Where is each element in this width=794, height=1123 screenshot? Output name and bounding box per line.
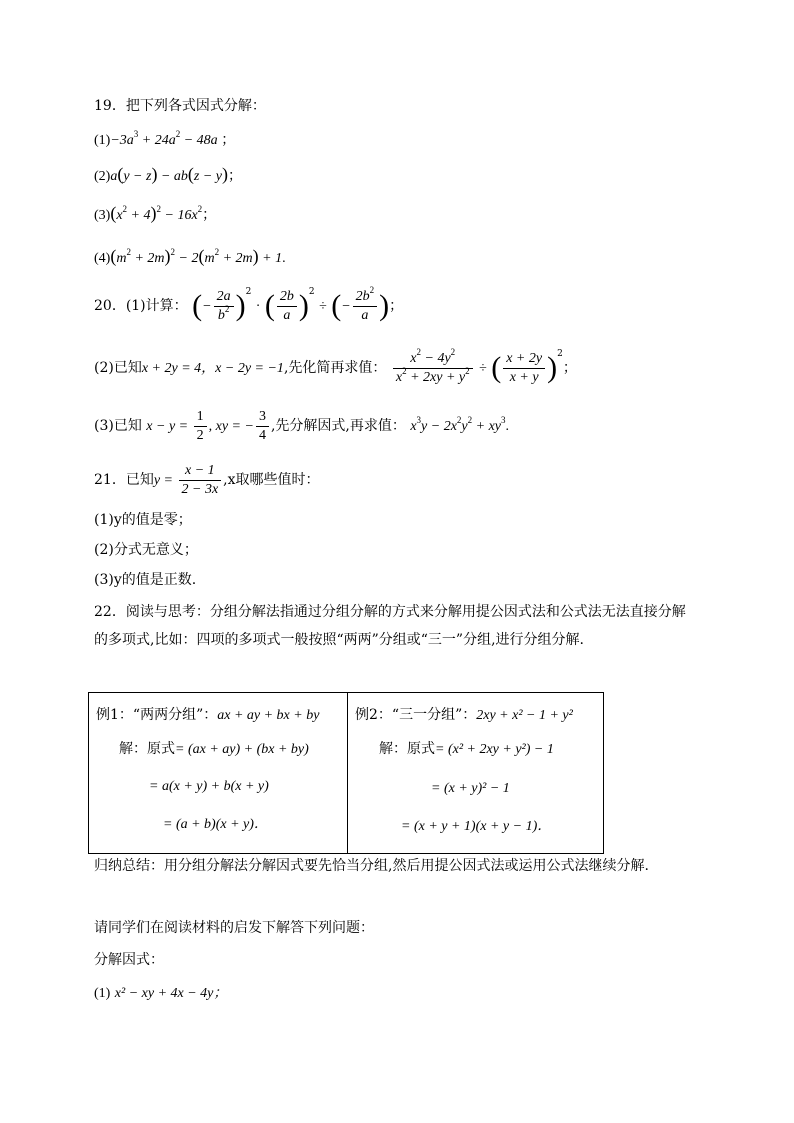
example-1-step-1-expr: = (ax + ay) + (bx + by) bbox=[175, 742, 309, 757]
example-1-step-1-label: 解：原式 bbox=[119, 741, 175, 757]
example-1-label: 例1：“两两分组”： bbox=[96, 707, 218, 723]
q22-task-1-expr: x² − xy + 4x − 4y； bbox=[114, 986, 228, 1001]
q21-item-1: (1)y的值是零； bbox=[94, 512, 192, 528]
q22-task-1-number: (1) bbox=[94, 986, 111, 1001]
q21-expr: y = $\frac{x - 1}{2 - 3x}$ bbox=[154, 473, 223, 488]
q19-item-4 bbox=[94, 246, 286, 269]
q22-prompt: 请同学们在阅读材料的启发下解答下列问题： bbox=[94, 920, 374, 936]
q22-task-1 bbox=[94, 983, 227, 1004]
q21-heading-post: ,x取哪些值时： bbox=[223, 472, 320, 488]
q22-summary: 归纳总结：用分组分解法分解因式要先恰当分组,然后用提公因式法或运用公式法继续分解. bbox=[94, 858, 649, 874]
q19-item-4-number: (4) bbox=[94, 251, 111, 266]
q20-p2-label: (2)已知 bbox=[94, 360, 142, 376]
q20-p3-expr: $x^3y - 2x^2y^2 + xy^3$. bbox=[410, 415, 509, 434]
q20-p2-expr: $\frac{x^2 - 4y^2}{x^2 + 2xy + y^2}$ ÷ ( $\frac{x + 2y}{x + y}$ )$^2$； bbox=[391, 360, 577, 376]
example-2-label: 例2：“三一分组”： bbox=[355, 707, 477, 723]
example-2-expr: 2xy + x² − 1 + y² bbox=[476, 708, 573, 723]
q19-item-2 bbox=[94, 164, 242, 187]
q20-p2-given: x + 2y = 4，x − 2y = −1 bbox=[141, 361, 284, 376]
q22-task: 分解因式： bbox=[94, 952, 164, 968]
example-1-step-1 bbox=[119, 739, 309, 760]
example-2-step-1 bbox=[379, 739, 554, 760]
example-1-title bbox=[96, 705, 319, 726]
q20-p3-label: (3)已知 bbox=[94, 418, 142, 434]
example-2-title bbox=[355, 705, 573, 726]
q19-item-1-number: (1) bbox=[94, 133, 111, 148]
example-1-expr: ax + ay + bx + by bbox=[217, 708, 320, 723]
example-2-step-1-expr: = (x² + 2xy + y²) − 1 bbox=[435, 742, 554, 757]
q21-heading-pre: 21．已知 bbox=[94, 472, 154, 488]
example-divider bbox=[347, 693, 348, 853]
q19-item-2-expr: a(y − z) − ab(z − y)； bbox=[110, 164, 242, 184]
q19-item-2-number: (2) bbox=[94, 169, 111, 184]
q20-p1-expr: (− $\frac{2a}{b^2}$ )$^2$ · ( $\frac{2b}{a}$ )$^2$ ÷ (− $\frac{2b^2}{a}$ )； bbox=[192, 284, 404, 323]
q22-intro: 22．阅读与思考：分组分解法指通过分组分解的方式来分解用提公因式法和公式法无法直接分解的多项式,比如：四项的多项式一般按照“两两”分组或“三一”分组,进行分组分解. bbox=[94, 604, 686, 648]
example-1-step-3: = (a + b)(x + y)． bbox=[163, 817, 268, 832]
q19-item-3-expr: $(x^2 + 4)^2 - 16x^2$； bbox=[110, 203, 217, 223]
q19-item-3 bbox=[94, 203, 216, 226]
example-2-step-2: = (x + y)² − 1 bbox=[431, 781, 510, 796]
q20-p3-instruction: ,先分解因式,再求值： bbox=[270, 418, 406, 434]
q20-p2-instruction: ,先化简再求值： bbox=[283, 360, 387, 376]
q20-p3-given: x − y = $\frac{1}{2}$ , xy = − $\frac{3}{4}$ bbox=[146, 419, 271, 434]
q21-heading bbox=[94, 458, 320, 503]
example-2-step-3: = (x + y + 1)(x + y − 1)． bbox=[401, 819, 552, 834]
q19-item-1-expr: $-3a^3 + 24a^2 - 48a$ ； bbox=[110, 129, 236, 148]
example-1-step-2: = a(x + y) + b(x + y) bbox=[149, 779, 269, 794]
q20-part-2 bbox=[94, 346, 577, 391]
example-2-step-1-label: 解：原式 bbox=[379, 741, 435, 757]
q19-item-1 bbox=[94, 130, 235, 151]
q21-item-2: (2)分式无意义； bbox=[94, 542, 198, 558]
example-table bbox=[88, 692, 604, 854]
q19-heading: 19．把下列各式因式分解： bbox=[94, 98, 266, 114]
q20-part-1 bbox=[94, 284, 403, 329]
q20-heading: 20．(1)计算： bbox=[94, 298, 188, 314]
q20-part-3 bbox=[94, 404, 509, 449]
q19-item-3-number: (3) bbox=[94, 208, 111, 223]
q21-item-3: (3)y的值是正数. bbox=[94, 572, 197, 588]
q19-item-4-expr: $(m^2 + 2m)^2 - 2(m^2 + 2m) + 1$. bbox=[110, 246, 286, 266]
